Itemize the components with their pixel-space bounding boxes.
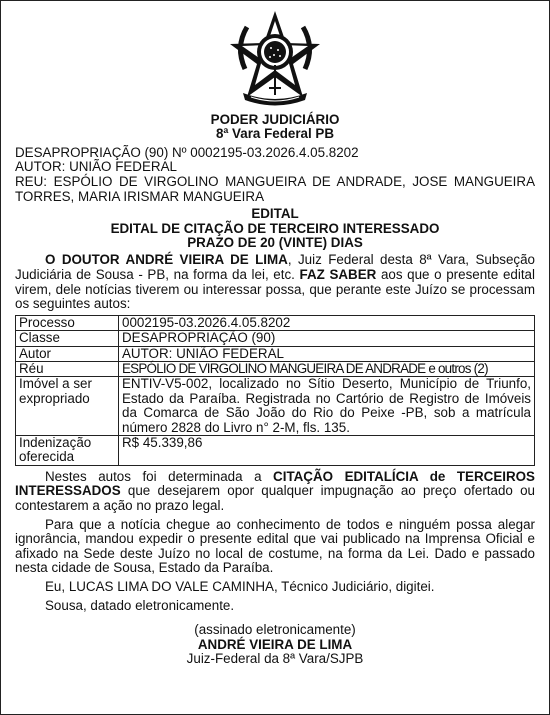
citation-text-2: que desejarem opor qualquer impugnação ao preço ofertado ou contestarem a ação no prazo legal. (15, 483, 535, 514)
table-row (16, 346, 535, 361)
row-value: AUTOR: UNIÃO FEDERAL (119, 346, 535, 361)
row-value: 0002195-03.2026.4.05.8202 (119, 315, 535, 330)
row-label: Imóvel a ser expropriado (16, 377, 119, 436)
signer-role: Juiz-Federal da 8ª Vara/SJPB (186, 651, 364, 666)
judge-name: O DOUTOR ANDRÉ VIEIRA DE LIMA (45, 252, 288, 268)
table-row (16, 362, 535, 377)
row-label: Classe (16, 331, 119, 346)
row-value: DESAPROPRIAÇÃO (90) (119, 331, 535, 346)
intro-text-1: , Juiz Federal desta 8ª Vara, Subseção Judiciária de Sousa - PB, na forma da lei, etc. (15, 252, 535, 282)
process-summary (15, 146, 535, 204)
coat-of-arms (15, 7, 535, 107)
date-paragraph: Sousa, datado eletronicamente. (45, 597, 235, 613)
process-table (15, 315, 535, 466)
table-row (16, 331, 535, 346)
court-name: 8ª Vara Federal PB (215, 126, 335, 142)
process-line: DESAPROPRIAÇÃO (90) Nº 0002195-03.2026.4.05.8202 (15, 144, 359, 160)
edital-deadline: PRAZO DE 20 (VINTE) DIAS (187, 235, 363, 250)
org-name: PODER JUDICIÁRIO (210, 112, 340, 127)
row-value: ESPÓLIO DE VIRGOLINO MANGUEIRA DE ANDRADE e outros (2) (119, 362, 535, 377)
brasao-republica-icon (225, 7, 325, 107)
signature-note: (assinado eletronicamente) (194, 622, 356, 638)
header (15, 113, 535, 142)
row-label: Processo (16, 315, 119, 330)
table-row (16, 377, 535, 436)
citation-emphasis: CITAÇÃO EDITALÍCIA de TERCEIROS INTERESSADOS (15, 468, 535, 499)
citation-text-1: Nestes autos foi determinada a (45, 468, 274, 484)
citation-paragraph (15, 470, 535, 514)
edital-heading (15, 207, 535, 250)
row-label: Autor (16, 346, 119, 361)
faz-saber: FAZ SABER (299, 267, 377, 282)
row-label: Réu (16, 362, 119, 377)
table-row (16, 436, 535, 466)
edital-subtitle: EDITAL DE CITAÇÃO DE TERCEIRO INTERESSADO (110, 220, 440, 236)
publication-paragraph: Para que a notícia chegue ao conhecimento de todos e ninguém possa alegar ignorância, mandou expedir o presente edital que vai publicado na Imprensa Oficial e afixado na Sede deste Juízo no local de costume, na forma da Lei. Dado e passado nesta cidade de Sousa, Estado da Paraíba. (15, 516, 535, 576)
intro-paragraph (15, 253, 535, 311)
table-row (16, 315, 535, 330)
row-value: R$ 45.339,86 (119, 436, 535, 466)
clerk-paragraph: Eu, LUCAS LIMA DO VALE CAMINHA, Técnico Judiciário, digitei. (45, 579, 435, 594)
row-value: ENTIV-V5-002, localizado no Sítio Deserto, Município de Triunfo, Estado da Paraíba. Registrada no Cartório de Registro de Imóveis da Comarca de São João do Rio do Peixe -PB, sob a matrícula número 2828 do Livro n° 2-M, fls. 135. (119, 377, 535, 436)
author-line: AUTOR: UNIÃO FEDERAL (15, 159, 177, 175)
edital-title: EDITAL (251, 206, 299, 222)
row-label: Indenização oferecida (16, 436, 119, 466)
signer-name: ANDRÉ VIEIRA DE LIMA (197, 636, 353, 652)
signature-block (15, 623, 535, 666)
defendant-line: REU: ESPÓLIO DE VIRGOLINO MANGUEIRA DE ANDRADE, JOSE MANGUEIRA TORRES, MARIA IRISMAR MANGUEIRA (15, 174, 535, 204)
intro-text-2: aos que o presente edital virem, dele notícias tiverem ou interessar possa, que perante este Juízo se processam os seguintes autos: (15, 267, 535, 312)
